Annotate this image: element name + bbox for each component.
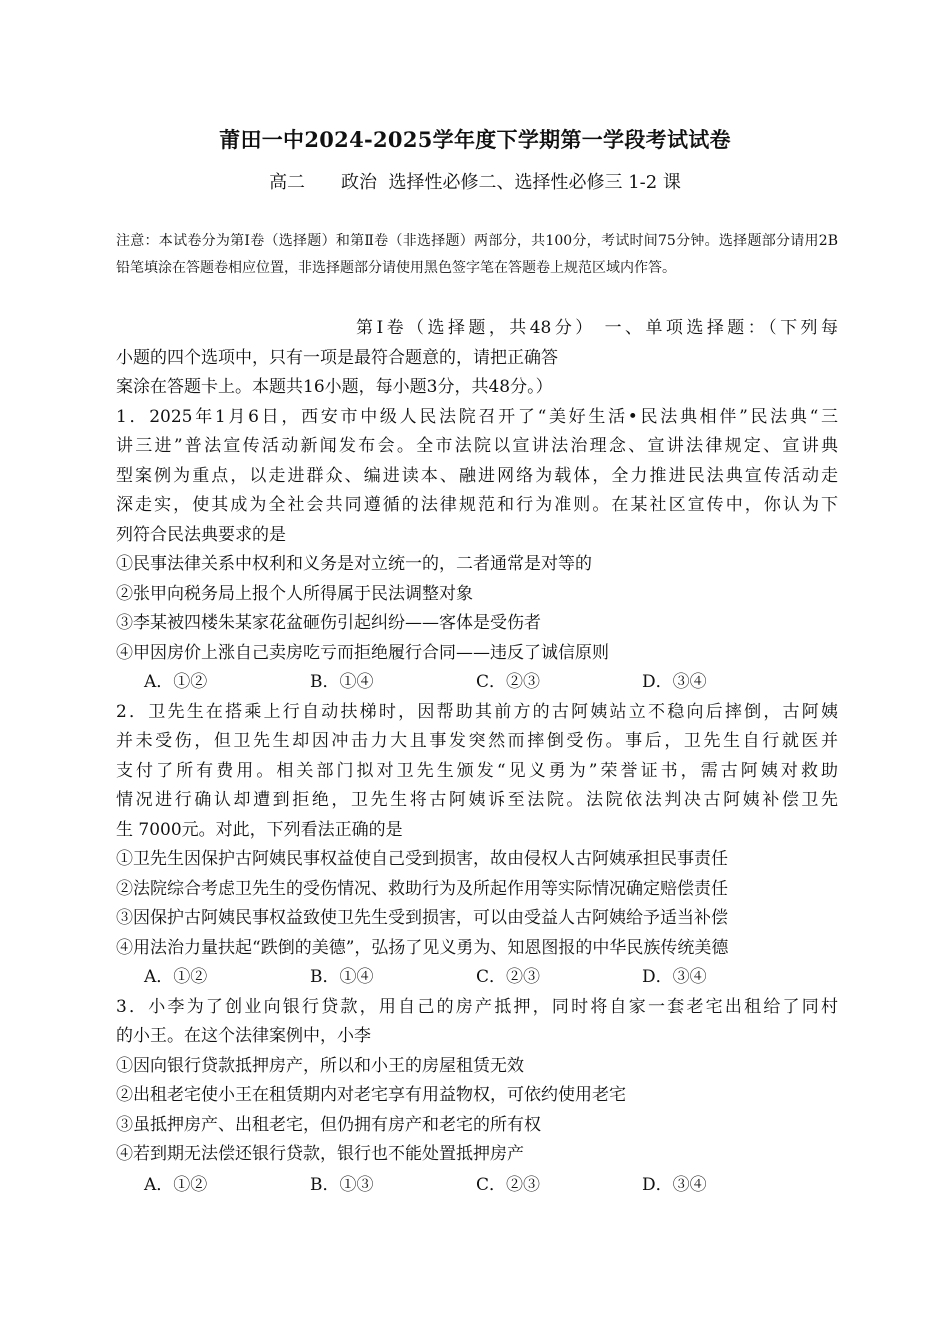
- section-header-line-1: 第Ⅰ卷（选择题，共48分） 一、单项选择题：（下列每: [356, 318, 838, 338]
- question-1: [116, 403, 838, 698]
- section-header-line-2: 小题的四个选项中，只有一项是最符合题意的，请把正确答: [116, 347, 558, 368]
- statement-item: ④若到期无法偿还银行贷款，银行也不能处置抵押房产: [116, 1144, 524, 1164]
- statement-item: ③因保护古阿姨民事权益致使卫先生受到损害，可以由受益人古阿姨给予适当补偿: [116, 908, 728, 928]
- option-b: B．①④: [310, 967, 374, 987]
- question-stem-line: 讲三进”普法宣传活动新闻发布会。全市法院以宣讲法治理念、宣讲法律规定、宣讲典: [116, 436, 838, 456]
- question-stem-line: 生 7000元。对此，下列看法正确的是: [116, 819, 403, 840]
- option-d: D．③④: [642, 1174, 707, 1195]
- question-stem-line: 3．小李为了创业向银行贷款，用自己的房产抵押，同时将自家一套老宅出租给了同村: [116, 996, 838, 1017]
- statement-item: ①卫先生因保护古阿姨民事权益使自己受到损害，故由侵权人古阿姨承担民事责任: [116, 849, 728, 869]
- answer-options: [116, 1170, 838, 1200]
- option-b: B．①③: [310, 1174, 374, 1195]
- statement-item: ①民事法律关系中权利和义务是对立统一的，二者通常是对等的: [116, 554, 592, 574]
- answer-options: [116, 963, 838, 993]
- question-stem-line: 型案例为重点，以走进群众、编进读本、融进网络为载体，全力推进民法典宣传活动走: [116, 465, 838, 486]
- statement-item: ③虽抵押房产、出租老宅，但仍拥有房产和老宅的所有权: [116, 1114, 541, 1135]
- option-c: C．②③: [476, 672, 541, 692]
- exam-notice: 注意：本试卷分为第Ⅰ卷（选择题）和第Ⅱ卷（非选择题）两部分，共100分，考试时间75分钟。选择题部分请用2B铅笔填涂在答题卷相应位置，非选择题部分请使用黑色签字笔在答题卷上规范区域内作答。: [116, 233, 838, 276]
- option-d: D．③④: [642, 967, 707, 987]
- statement-item: ④用法治力量扶起“跌倒的美德”，弘扬了见义勇为、知恩图报的中华民族传统美德: [116, 937, 729, 958]
- statement-item: ③李某被四楼朱某家花盆砸伤引起纠纷——客体是受伤者: [116, 613, 541, 633]
- section-header-line-3: 案涂在答题卡上。本题共16小题，每小题3分，共48分。）: [116, 377, 553, 397]
- option-c: C．②③: [476, 967, 541, 987]
- statement-item: ④甲因房价上涨自己卖房吃亏而拒绝履行合同——违反了诚信原则: [116, 642, 609, 663]
- question-stem-line: 2．卫先生在搭乘上行自动扶梯时，因帮助其前方的古阿姨站立不稳向后摔倒，古阿姨: [116, 701, 838, 722]
- option-a: A．①②: [144, 1174, 208, 1195]
- statement-item: ②出租老宅使小王在租赁期内对老宅享有用益物权，可依约使用老宅: [116, 1085, 626, 1105]
- question-stem-line: 并未受伤，但卫先生却因冲击力大且事发突然而摔倒受伤。事后，卫先生自行就医并: [116, 731, 838, 751]
- exam-subtitle: 高二 政治 选择性必修二、选择性必修三 1-2 课: [269, 172, 681, 193]
- option-d: D．③④: [642, 672, 707, 692]
- statement-item: ②法院综合考虑卫先生的受伤情况、救助行为及所起作用等实际情况确定赔偿责任: [116, 878, 728, 899]
- question-2: [116, 698, 838, 993]
- option-a: A．①②: [144, 672, 208, 692]
- exam-body: [116, 314, 838, 1200]
- option-c: C．②③: [476, 1174, 541, 1195]
- question-stem-line: 深走实，使其成为全社会共同遵循的法律规范和行为准则。在某社区宣传中，你认为下: [116, 495, 838, 515]
- question-stem-line: 列符合民法典要求的是: [116, 524, 286, 545]
- option-b: B．①④: [310, 672, 374, 692]
- statement-item: ①因向银行贷款抵押房产，所以和小王的房屋租赁无效: [116, 1055, 524, 1076]
- option-a: A．①②: [144, 967, 208, 987]
- answer-options: [116, 668, 838, 698]
- question-stem-line: 的小王。在这个法律案例中，小李: [116, 1026, 371, 1046]
- question-stem-line: 情况进行确认却遭到拒绝，卫先生将古阿姨诉至法院。法院依法判决古阿姨补偿卫先: [116, 790, 838, 810]
- statement-item: ②张甲向税务局上报个人所得属于民法调整对象: [116, 583, 473, 604]
- question-3: [116, 993, 838, 1200]
- question-stem-line: 1．2025年1月6日，西安市中级人民法院召开了“美好生活•民法典相伴”民法典“三: [116, 406, 838, 427]
- exam-title: 莆田一中2024-2025学年度下学期第一学段考试试卷: [219, 127, 731, 152]
- question-stem-line: 支付了所有费用。相关部门拟对卫先生颁发“见义勇为”荣誉证书，需古阿姨对救助: [116, 760, 838, 781]
